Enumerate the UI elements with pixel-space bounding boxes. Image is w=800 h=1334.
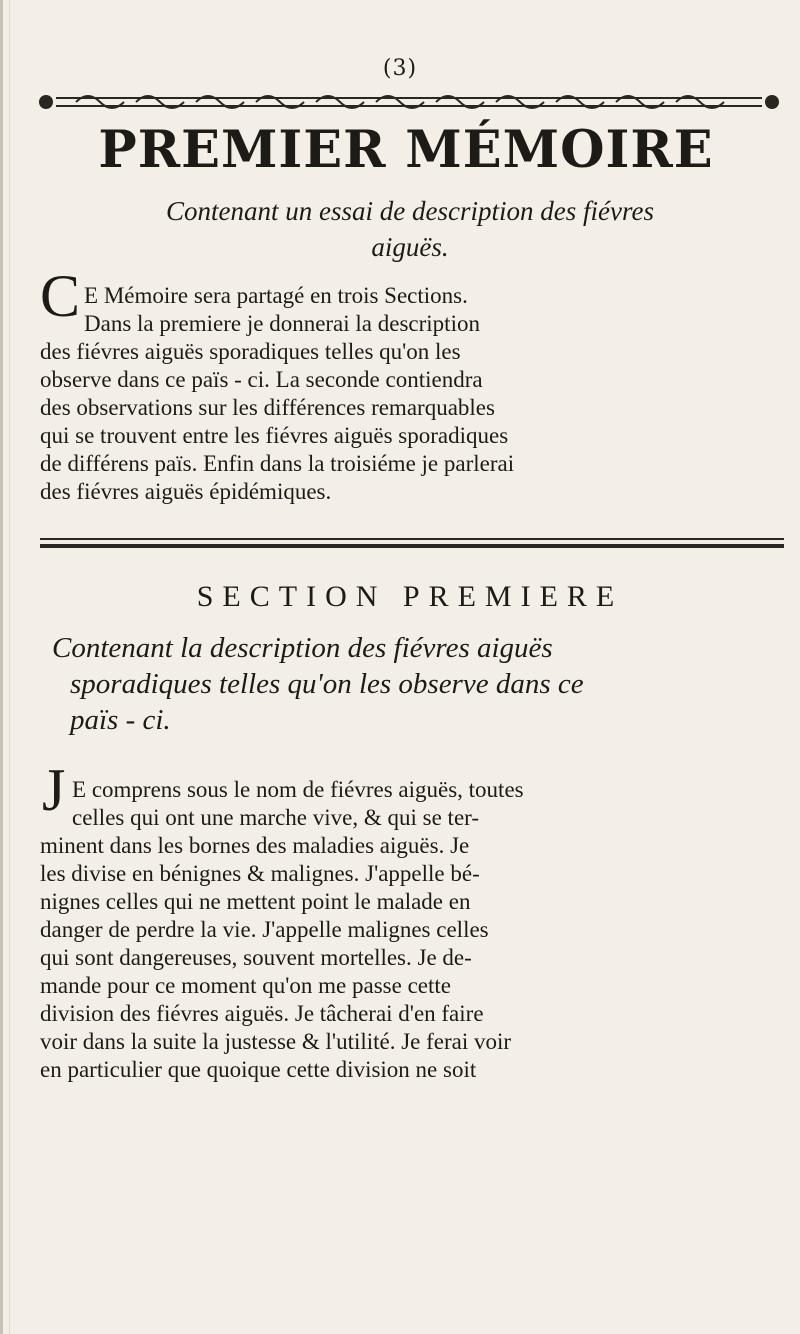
memoir-title: PREMIER MÉMOIRE: [98, 120, 714, 180]
page-number: (3): [382, 56, 418, 81]
body-line-2: celles qui ont une marche vive, & qui se ter-: [72, 805, 480, 830]
body-line-10: voir dans la suite la justesse & l'utilité. Je ferai voir: [40, 1029, 512, 1054]
intro-dropcap-rest: E: [84, 283, 99, 308]
body-line-8: mande pour ce moment qu'on me passe cette: [40, 973, 451, 998]
intro-line-2: Dans la premiere je donnerai la description: [84, 311, 480, 336]
intro-dropcap: C: [40, 263, 81, 329]
body-line-4: les divise en bénignes & malignes. J'appelle bé-: [40, 861, 480, 886]
intro-line-1: Mémoire sera partagé en trois Sections.: [103, 283, 468, 308]
section-subtitle-line-1: Contenant la description des fiévres aiguës: [52, 632, 553, 664]
body-line-5: nignes celles qui ne mettent point le malade en: [40, 889, 471, 914]
memoir-subtitle-line-2: aiguës.: [371, 232, 449, 262]
section-subtitle-line-2: sporadiques telles qu'on les observe dans ce: [70, 668, 584, 700]
intro-first-word-rest: [84, 282, 800, 310]
body-dropcap: J: [42, 757, 66, 823]
intro-line-7: de différens païs. Enfin dans la troisiéme je parlerai: [40, 451, 515, 476]
section-title: SECTION PREMIERE: [196, 580, 624, 613]
body-line-1: comprens sous le nom de fiévres aiguës, toutes: [91, 777, 524, 802]
body-dropcap-rest: E: [72, 777, 87, 802]
section-subtitle-line-3: païs - ci.: [70, 704, 171, 736]
memoir-subtitle-line-1: Contenant un essai de description des fiévres: [166, 196, 654, 226]
section-divider: [40, 536, 784, 550]
intro-line-5: des observations sur les différences remarquables: [40, 395, 495, 420]
body-line-3: minent dans les bornes des maladies aiguës. Je: [40, 833, 470, 858]
intro-line-8: des fiévres aiguës épidémiques.: [40, 479, 332, 504]
page-edge-shadow: [9, 0, 10, 1334]
body-first-line: [72, 776, 800, 804]
ornamental-rule: [36, 88, 782, 116]
body-line-11: en particulier que quoique cette division ne soit: [40, 1057, 477, 1082]
intro-line-6: qui se trouvent entre les fiévres aiguës sporadiques: [40, 423, 509, 448]
body-line-6: danger de perdre la vie. J'appelle malignes celles: [40, 917, 489, 942]
intro-line-3: des fiévres aiguës sporadiques telles qu'on les: [40, 339, 461, 364]
body-line-7: qui sont dangereuses, souvent mortelles. Je de-: [40, 945, 472, 970]
intro-line-4: observe dans ce païs - ci. La seconde contiendra: [40, 367, 483, 392]
body-line-9: division des fiévres aiguës. Je tâcherai d'en faire: [40, 1001, 484, 1026]
page-edge: [0, 0, 3, 1334]
